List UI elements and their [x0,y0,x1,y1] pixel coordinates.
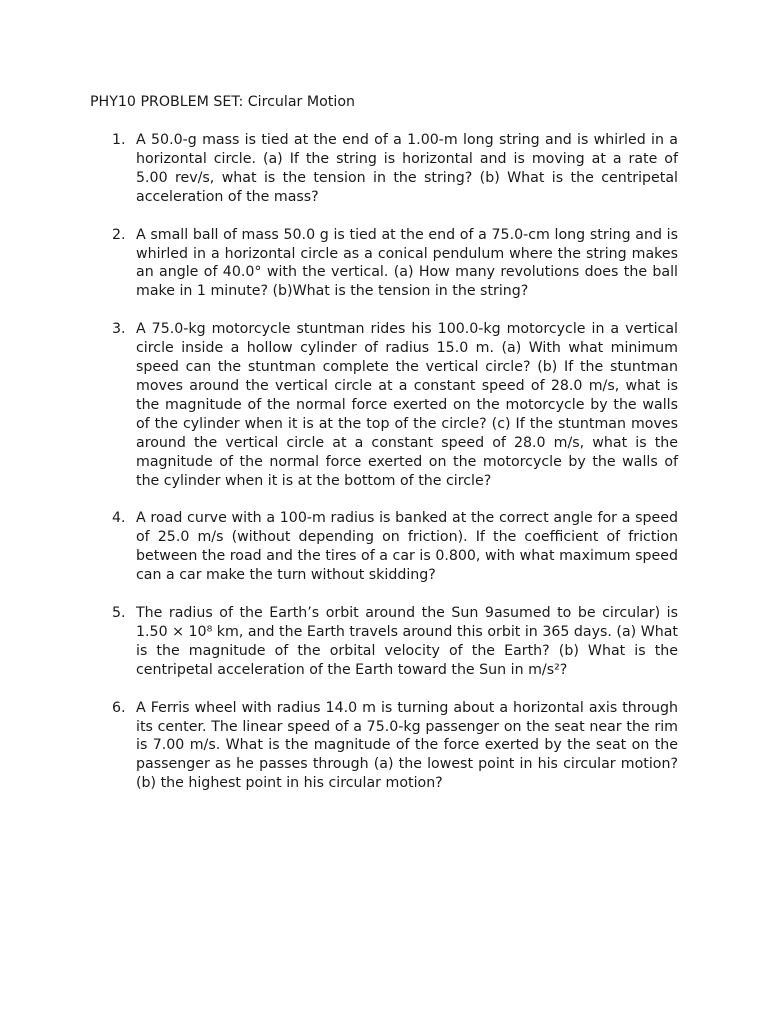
problem-item-2 [112,226,678,302]
problem-item-5 [112,604,678,680]
problem-number: 3. [112,321,126,338]
problem-number: 5. [112,605,126,622]
problem-number: 6. [112,699,126,716]
problem-number: 1. [112,132,126,148]
problem-list [112,131,678,812]
problem-text: A road curve with a 100-m radius is banked at the correct angle for a speed of 25.0 m/s (without depending on friction). If the coefficient of friction between the road and the tires of a car is 0.800, with what maximum speed can a car make the turn without skidding? [136,510,678,584]
problem-item-1 [112,131,678,207]
problem-text: The radius of the Earth’s orbit around the Sun 9asumed to be circular) is 1.50 × 10⁸ km, and the Earth travels around this orbit in 365 days. (a) What is the magnitude of the orbital velocity of the Earth? (b) What is the centripetal acceleration of the Earth toward the Sun in m/s²? [136,605,678,678]
problem-text: A small ball of mass 50.0 g is tied at the end of a 75.0-cm long string and is whirled in a horizontal circle as a conical pendulum where the string makes an angle of 40.0° with the vertical. (a) How many revolutions does the ball make in 1 minute? (b)What is the tension in the string? [136,226,678,300]
problem-text: A 50.0-g mass is tied at the end of a 1.00-m long string and is whirled in a horizontal circle. (a) If the string is horizontal and is moving at a rate of 5.00 rev/s, what is the tension in the string? (b) What is the centripetal acceleration of the mass? [136,132,678,205]
problem-item-6 [112,699,678,794]
problem-text: A 75.0-kg motorcycle stuntman rides his 100.0-kg motorcycle in a vertical circle inside a hollow cylinder of radius 15.0 m. (a) With what minimum speed can the stuntman complete the vertical circle? (b) If the stuntman moves around the vertical circle at a constant speed of 28.0 m/s, what is the magnitude of the normal force exerted on the motorcycle by the walls of the cylinder when it is at the top of the circle? (c) If the stuntman moves around the vertical circle at a constant speed of 28.0 m/s, what is the magnitude of the normal force exerted on the motorcycle by the walls of the cylinder when it is at the bottom of the circle? [136,321,678,489]
problem-number: 4. [112,510,126,527]
problem-item-4 [112,509,678,585]
page-title: PHY10 PROBLEM SET: Circular Motion [90,94,355,110]
problem-text: A Ferris wheel with radius 14.0 m is turning about a horizontal axis through its center. The linear speed of a 75.0-kg passenger on the seat near the rim is 7.00 m/s. What is the magnitude of the force exerted by the seat on the passenger as he passes through (a) the lowest point in his circular motion? (b) the highest point in his circular motion? [136,699,678,792]
problem-number: 2. [112,226,126,243]
problem-item-3 [112,320,678,490]
